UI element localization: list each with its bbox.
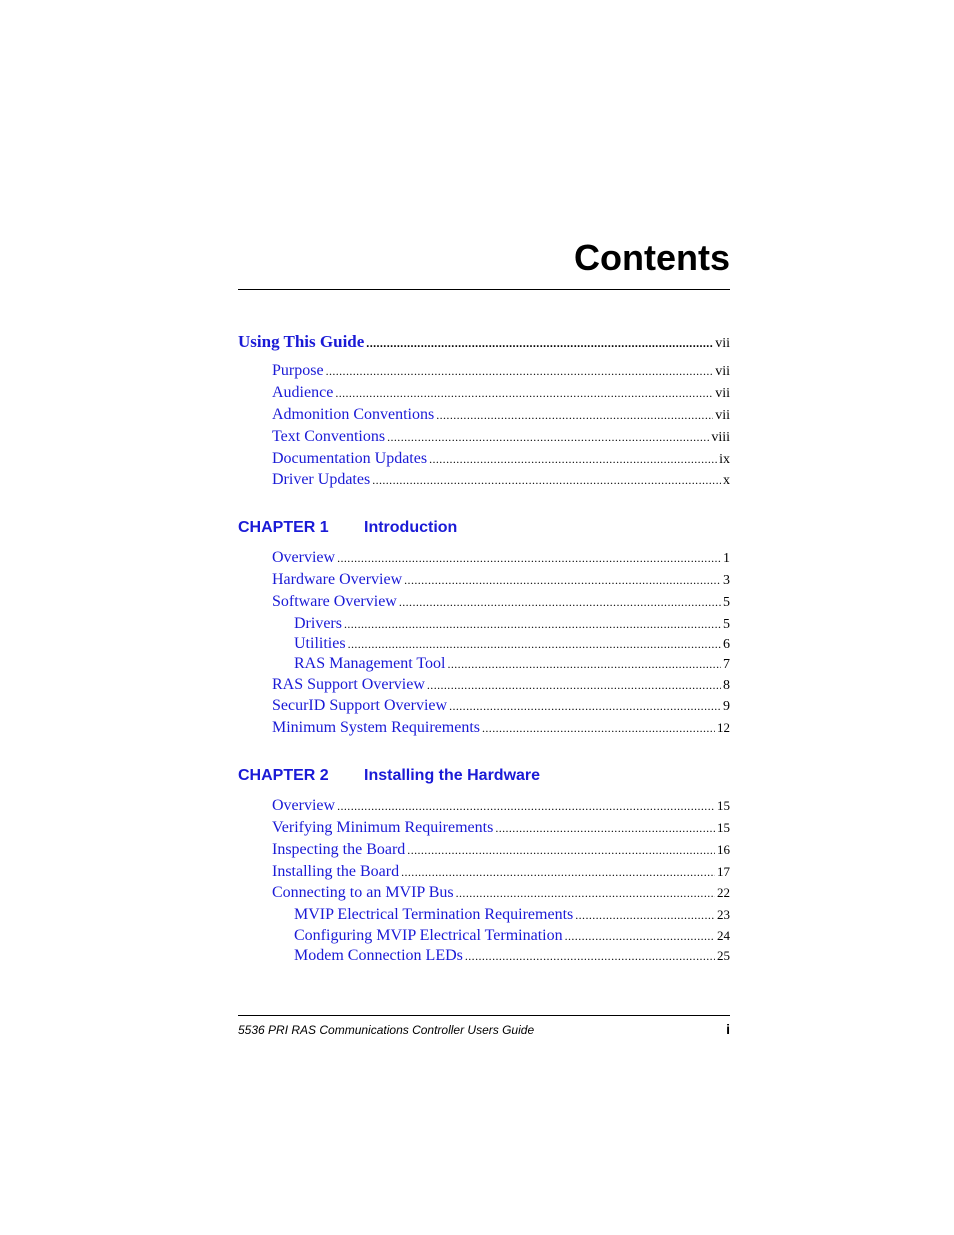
- toc-entry-audience[interactable]: [238, 384, 730, 402]
- toc-page-number: 1: [723, 551, 730, 566]
- dot-leader: [465, 949, 715, 964]
- toc-page-number: 17: [717, 864, 730, 879]
- dot-leader: [348, 637, 721, 652]
- toc-entry-label[interactable]: Overview: [272, 549, 336, 566]
- toc-entry-drivers[interactable]: [238, 615, 730, 633]
- toc-entry-label[interactable]: Utilities: [294, 635, 346, 652]
- toc-page-number: vii: [715, 386, 730, 401]
- chapter-number[interactable]: CHAPTER 1: [238, 519, 329, 536]
- toc-page-number: vii: [715, 336, 730, 351]
- title-divider: [238, 289, 730, 290]
- toc-entry-label[interactable]: RAS Management Tool: [294, 655, 446, 672]
- dot-leader: [427, 678, 721, 693]
- toc-entry-hardware-overview[interactable]: [238, 571, 730, 589]
- toc-page-number: 12: [717, 720, 730, 735]
- footer-page-number: i: [726, 1021, 730, 1037]
- toc-entry-inspecting-the-board[interactable]: [238, 841, 730, 859]
- dot-leader: [344, 617, 721, 632]
- toc-entry-utilities[interactable]: [238, 635, 730, 653]
- toc-page-number: 24: [717, 928, 730, 943]
- toc-entry-modem-connection-leds[interactable]: [238, 947, 730, 965]
- toc-entry-label[interactable]: Configuring MVIP Electrical Termination: [294, 927, 563, 944]
- toc-entry-ras-management-tool[interactable]: [238, 655, 730, 673]
- dot-leader: [575, 908, 715, 923]
- toc-entry-overview[interactable]: [238, 549, 730, 567]
- toc-entry-text-conventions[interactable]: [238, 428, 730, 446]
- toc-entry-ras-support-overview[interactable]: [238, 676, 730, 694]
- footer-document-title: 5536 PRI RAS Communications Controller Users Guide: [238, 1023, 535, 1037]
- dot-leader: [482, 721, 715, 736]
- toc-entry-label[interactable]: RAS Support Overview: [272, 676, 425, 693]
- toc-entry-label[interactable]: Driver Updates: [272, 471, 371, 488]
- toc-entry-mvip-electrical-termination-requirements[interactable]: [238, 906, 730, 924]
- toc-entry-label[interactable]: SecurID Support Overview: [272, 697, 448, 714]
- toc-page-number: 15: [717, 798, 730, 813]
- dot-leader: [456, 886, 715, 901]
- toc-entry-configuring-mvip-electrical-termination[interactable]: [238, 927, 730, 945]
- toc-entry-admonition-conventions[interactable]: [238, 406, 730, 424]
- toc-entry-using-this-guide[interactable]: [238, 332, 730, 352]
- dot-leader: [372, 473, 721, 488]
- toc-page-number: 6: [723, 637, 730, 652]
- toc-entry-label[interactable]: Hardware Overview: [272, 571, 403, 588]
- toc-entry-label[interactable]: Purpose: [272, 362, 324, 379]
- toc-entry-connecting-to-an-mvip-bus[interactable]: [238, 884, 730, 902]
- toc-page-number: 22: [717, 885, 730, 900]
- toc-page-number: ix: [719, 452, 730, 467]
- toc-entry-purpose[interactable]: [238, 362, 730, 380]
- toc-entry-label[interactable]: Drivers: [294, 615, 342, 632]
- toc-entry-label[interactable]: Overview: [272, 797, 336, 814]
- dot-leader: [565, 929, 715, 944]
- toc-entry-label[interactable]: Connecting to an MVIP Bus: [272, 884, 454, 901]
- toc-page-number: 5: [723, 595, 730, 610]
- toc-entry-label[interactable]: Documentation Updates: [272, 450, 428, 467]
- toc-entry-label[interactable]: Using This Guide: [238, 332, 365, 351]
- toc-entry-label[interactable]: Modem Connection LEDs: [294, 947, 463, 964]
- dot-leader: [387, 430, 709, 445]
- dot-leader: [447, 657, 721, 672]
- toc-page-number: 3: [723, 573, 730, 588]
- dot-leader: [399, 595, 721, 610]
- toc-entry-label[interactable]: Inspecting the Board: [272, 841, 406, 858]
- toc-entry-label[interactable]: Software Overview: [272, 593, 397, 610]
- dot-leader: [407, 843, 715, 858]
- toc-page-number: x: [723, 473, 730, 488]
- page-title: Contents: [574, 237, 730, 278]
- toc-entry-software-overview[interactable]: [238, 593, 730, 611]
- toc-page-number: 7: [723, 657, 730, 672]
- toc-page-number: 5: [723, 617, 730, 632]
- dot-leader: [326, 364, 714, 379]
- toc-entry-label[interactable]: Minimum System Requirements: [272, 719, 480, 736]
- toc-page-number: 8: [723, 678, 730, 693]
- chapter-title[interactable]: Installing the Hardware: [364, 767, 541, 784]
- dot-leader: [404, 573, 721, 588]
- toc-entry-driver-updates[interactable]: [238, 471, 730, 489]
- toc-entry-verifying-minimum-requirements[interactable]: [238, 819, 730, 837]
- toc-entry-label[interactable]: MVIP Electrical Termination Requirements: [294, 906, 574, 923]
- toc-page-number: 16: [717, 842, 730, 857]
- toc-page-number: 9: [723, 699, 730, 714]
- dot-leader: [401, 865, 715, 880]
- footer-divider: [238, 1015, 730, 1016]
- toc-entry-documentation-updates[interactable]: [238, 450, 730, 468]
- dot-leader: [429, 452, 717, 467]
- toc-entry-label[interactable]: Admonition Conventions: [272, 406, 435, 423]
- chapter-1-heading[interactable]: [238, 519, 730, 537]
- toc-entry-overview[interactable]: [238, 797, 730, 815]
- toc-entry-label[interactable]: Text Conventions: [272, 428, 386, 445]
- toc-entry-installing-the-board[interactable]: [238, 863, 730, 881]
- toc-entry-label[interactable]: Installing the Board: [272, 863, 400, 880]
- dot-leader: [337, 799, 715, 814]
- toc-entry-securid-support-overview[interactable]: [238, 697, 730, 715]
- dot-leader: [335, 386, 713, 401]
- dot-leader: [449, 699, 721, 714]
- dot-leader: [495, 821, 715, 836]
- chapter-2-heading[interactable]: [238, 767, 730, 785]
- dot-leader: [366, 336, 713, 351]
- toc-page-number: vii: [715, 364, 730, 379]
- toc-page-number: 25: [717, 948, 730, 963]
- dot-leader: [337, 551, 721, 566]
- dot-leader: [436, 408, 713, 423]
- toc-page-number: 23: [717, 907, 730, 922]
- toc-page-number: viii: [711, 430, 730, 445]
- toc-entry-minimum-system-requirements[interactable]: [238, 719, 730, 737]
- chapter-number[interactable]: CHAPTER 2: [238, 767, 329, 784]
- toc-page-number: vii: [715, 408, 730, 423]
- toc-entry-label[interactable]: Audience: [272, 384, 334, 401]
- toc-page-number: 15: [717, 820, 730, 835]
- chapter-title[interactable]: Introduction: [364, 519, 458, 536]
- toc-entry-label[interactable]: Verifying Minimum Requirements: [272, 819, 494, 836]
